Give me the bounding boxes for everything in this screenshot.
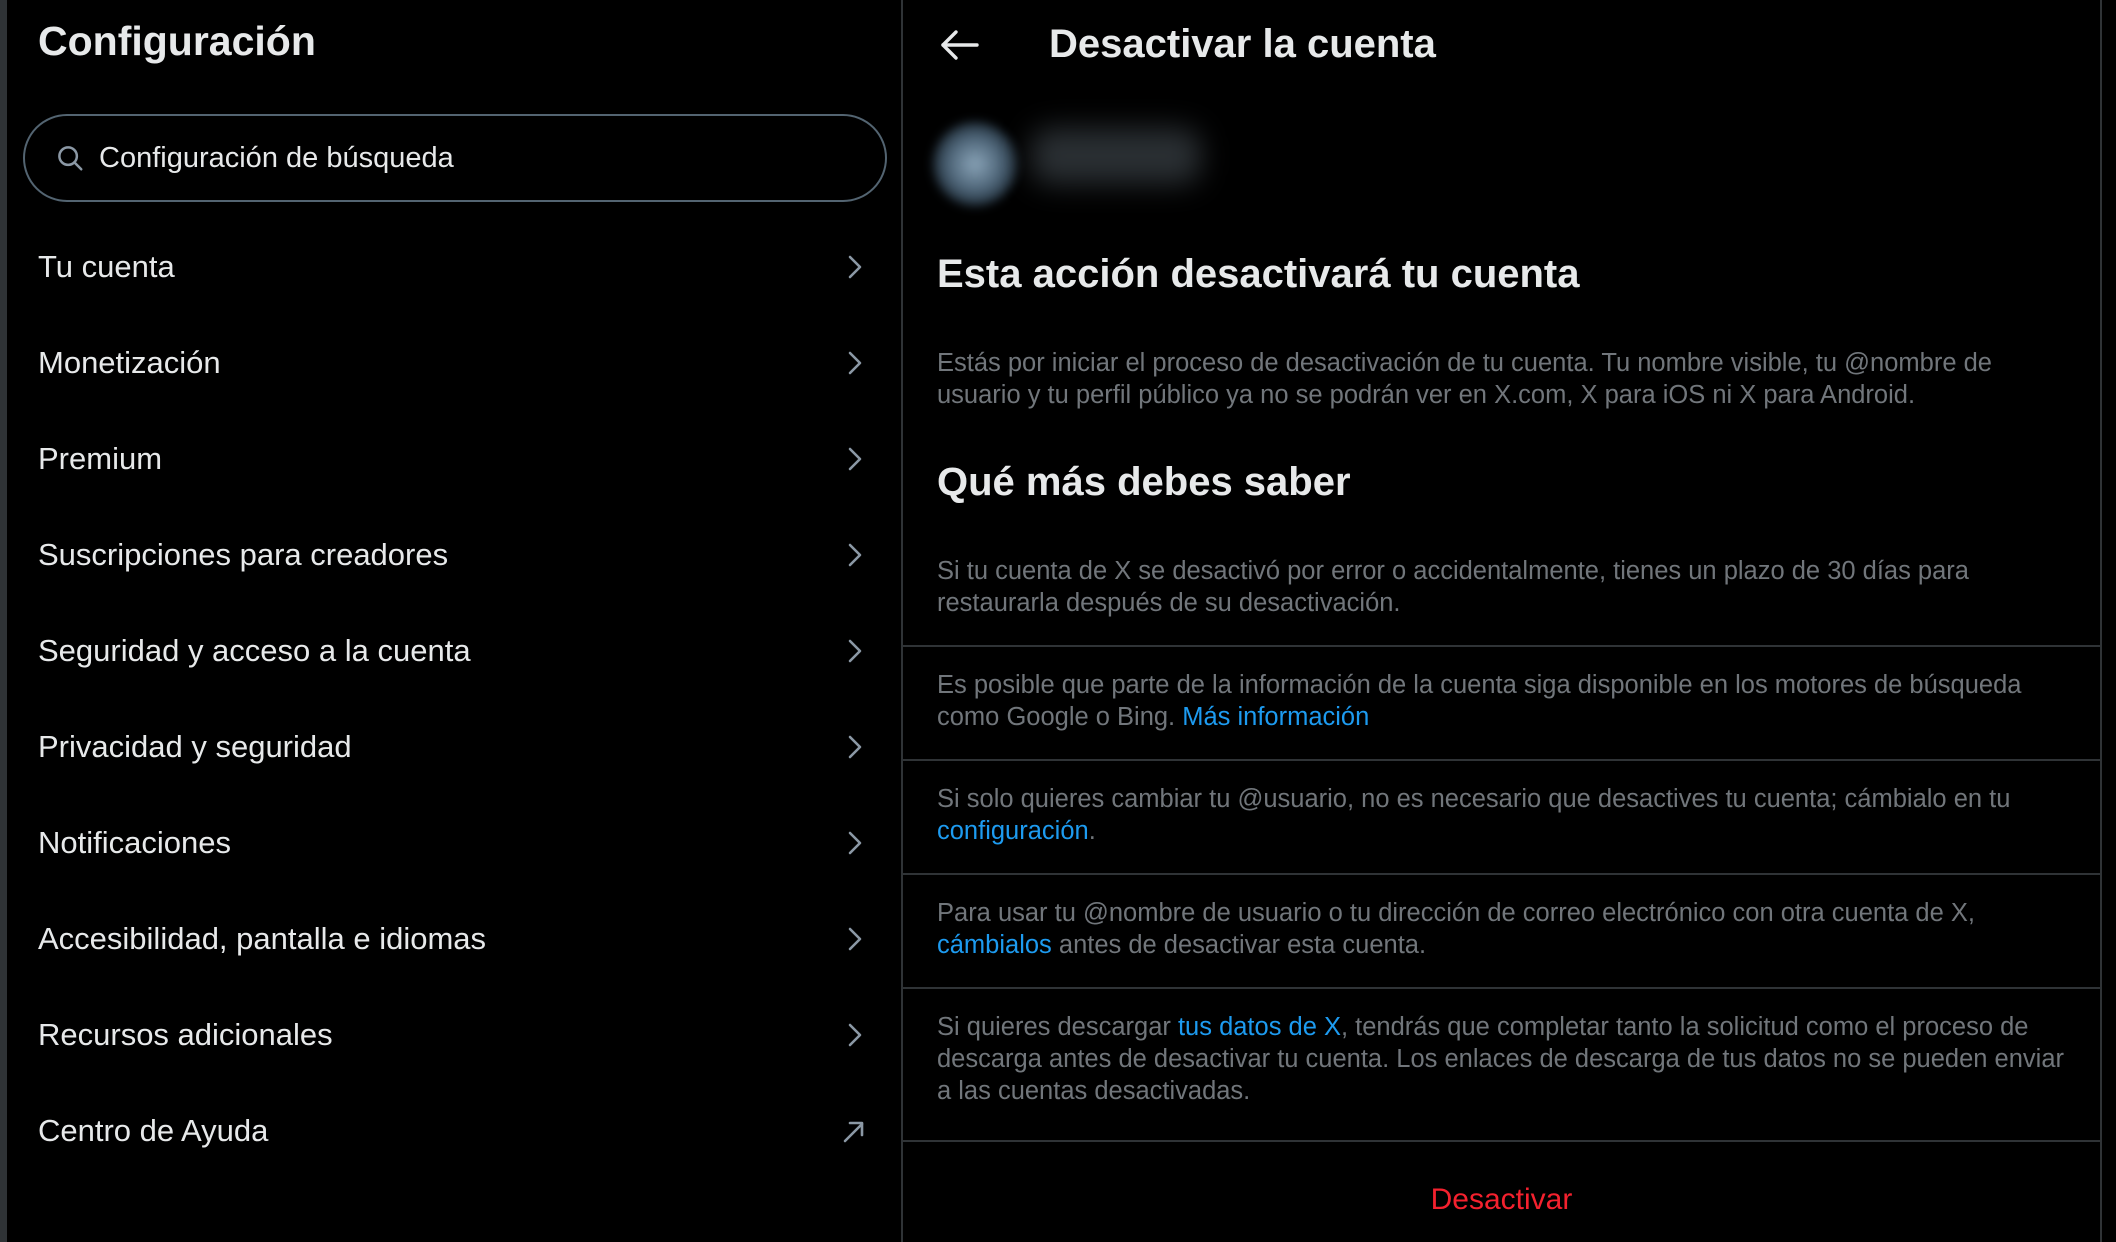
divider bbox=[903, 759, 2100, 761]
chevron-right-icon bbox=[841, 828, 867, 858]
settings-item-privacidad[interactable] bbox=[7, 699, 901, 795]
chevron-right-icon bbox=[841, 1020, 867, 1050]
external-link-arrow-icon bbox=[841, 1116, 867, 1146]
settings-item-seguridad[interactable] bbox=[7, 603, 901, 699]
info-restore-text: Si tu cuenta de X se desactivó por error o accidentalmente, tienes un plazo de 30 días para restaurarla después de su desactivación. bbox=[937, 557, 1969, 617]
avatar bbox=[933, 122, 1017, 206]
settings-item-label: Accesibilidad, pantalla e idiomas bbox=[38, 921, 487, 956]
info-text: , tendrás que completar tanto la solicitud como el proceso de descarga antes de desactivar tu cuenta. Los enlaces de descarga de tus datos no se pueden enviar a las cuentas desactivadas. bbox=[937, 1013, 2065, 1105]
settings-item-centro-de-ayuda[interactable] bbox=[7, 1083, 901, 1179]
info-email-reuse bbox=[937, 897, 2077, 961]
warning-heading: Esta acción desactivará tu cuenta bbox=[937, 252, 1580, 296]
settings-item-label: Suscripciones para creadores bbox=[38, 537, 449, 572]
settings-item-recursos[interactable] bbox=[7, 987, 901, 1083]
chevron-right-icon bbox=[841, 540, 867, 570]
settings-title: Configuración bbox=[38, 18, 316, 64]
settings-item-label: Seguridad y acceso a la cuenta bbox=[38, 633, 471, 668]
divider bbox=[903, 1140, 2100, 1142]
divider bbox=[903, 987, 2100, 989]
info-data-download bbox=[937, 1011, 2077, 1107]
intro-text: Estás por iniciar el proceso de desactivación de tu cuenta. Tu nombre visible, tu @nombre de usuario y tu perfil público ya no se podrán ver en X.com, X para iOS ni X para Android. bbox=[937, 349, 1992, 409]
divider bbox=[903, 873, 2100, 875]
info-username-change bbox=[937, 783, 2077, 847]
chevron-right-icon bbox=[841, 636, 867, 666]
info-text: . bbox=[1088, 817, 1096, 845]
chevron-right-icon bbox=[841, 348, 867, 378]
info-heading: Qué más debes saber bbox=[937, 460, 1351, 504]
settings-panel bbox=[7, 0, 901, 1242]
divider bbox=[903, 645, 2100, 647]
settings-search-box[interactable] bbox=[23, 114, 887, 202]
settings-item-label: Privacidad y seguridad bbox=[38, 729, 352, 764]
chevron-right-icon bbox=[841, 444, 867, 474]
back-arrow-icon[interactable] bbox=[935, 22, 985, 68]
settings-item-label: Tu cuenta bbox=[38, 249, 175, 284]
settings-item-label: Monetización bbox=[38, 345, 221, 380]
info-text: Para usar tu @nombre de usuario o tu dirección de correo electrónico con otra cuenta de X, bbox=[937, 899, 1975, 927]
settings-item-label: Recursos adicionales bbox=[38, 1017, 333, 1052]
deactivate-panel bbox=[903, 0, 2100, 1242]
settings-menu bbox=[7, 219, 901, 1179]
settings-link[interactable]: configuración bbox=[937, 817, 1089, 845]
settings-item-monetizacion[interactable] bbox=[7, 315, 901, 411]
more-info-link[interactable]: Más información bbox=[1182, 703, 1370, 731]
info-text: Si quieres descargar bbox=[937, 1013, 1178, 1041]
settings-item-suscripciones[interactable] bbox=[7, 507, 901, 603]
info-text: Si solo quieres cambiar tu @usuario, no es necesario que desactives tu cuenta; cámbialo en tu bbox=[937, 785, 2011, 813]
info-text: Es posible que parte de la información de la cuenta siga disponible en los motores de búsqueda como Google o Bing. bbox=[937, 671, 2022, 731]
info-text: antes de desactivar esta cuenta. bbox=[1051, 931, 1427, 959]
left-edge-divider bbox=[0, 0, 7, 1242]
settings-item-accesibilidad[interactable] bbox=[7, 891, 901, 987]
blurred-account-name bbox=[1031, 128, 1201, 184]
chevron-right-icon bbox=[841, 732, 867, 762]
chevron-right-icon bbox=[841, 924, 867, 954]
your-data-link[interactable]: tus datos de X bbox=[1177, 1013, 1341, 1041]
chevron-right-icon bbox=[841, 252, 867, 282]
settings-item-label: Notificaciones bbox=[38, 825, 231, 860]
search-input[interactable] bbox=[99, 142, 859, 175]
search-icon bbox=[55, 143, 85, 173]
settings-item-label: Centro de Ayuda bbox=[38, 1113, 269, 1148]
settings-item-notificaciones[interactable] bbox=[7, 795, 901, 891]
settings-item-label: Premium bbox=[38, 441, 163, 476]
settings-item-tu-cuenta[interactable] bbox=[7, 219, 901, 315]
settings-item-premium[interactable] bbox=[7, 411, 901, 507]
info-search-engines bbox=[937, 669, 2077, 733]
right-edge-divider bbox=[2100, 0, 2102, 1242]
change-them-link[interactable]: cámbialos bbox=[937, 931, 1052, 959]
page-title: Desactivar la cuenta bbox=[1049, 22, 1436, 66]
deactivate-button[interactable]: Desactivar bbox=[1430, 1183, 1573, 1216]
